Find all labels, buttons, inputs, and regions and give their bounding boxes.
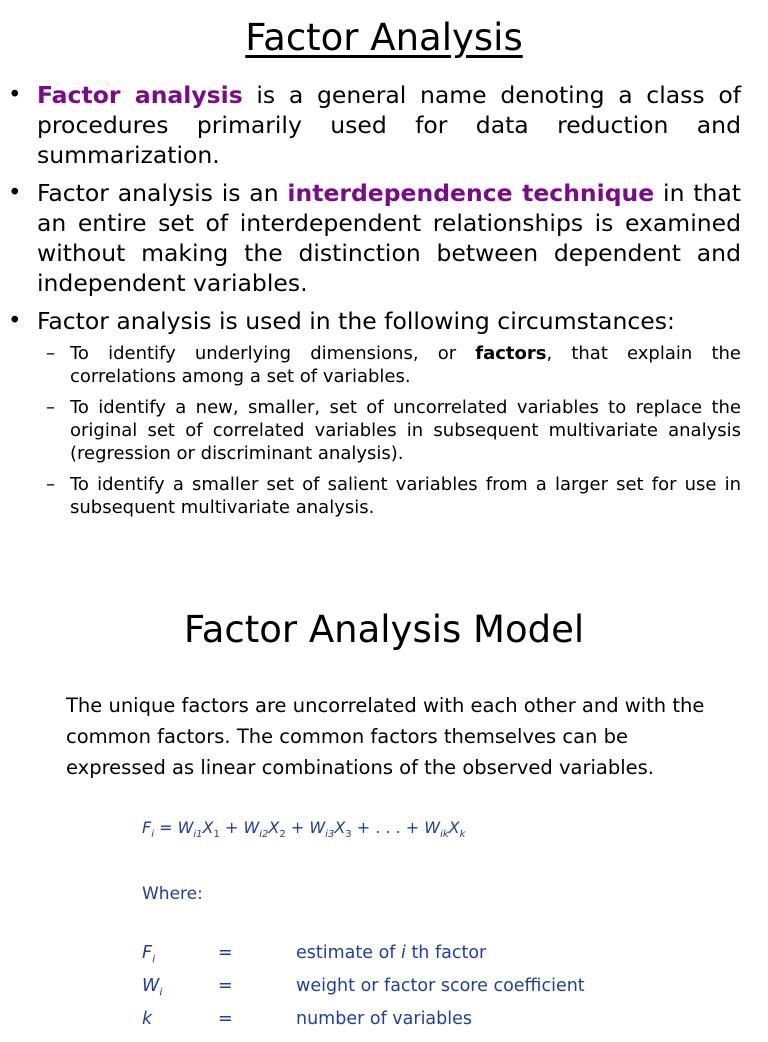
bullet-icon: • <box>8 308 22 334</box>
slide-title: Factor Analysis Model <box>183 608 585 651</box>
bullet-text: in that an entire set of interdependent relationships is examined without making the distinction between dependent and independent variables. <box>37 179 741 297</box>
eq-subscript: i3 <box>325 829 335 841</box>
intro-paragraph: The unique factors are uncorrelated with each other and with the common factors. The common factors themselves can be expressed as linear combinations of the observed variables. <box>66 694 705 779</box>
bullet-item <box>8 178 741 298</box>
definition-text: number of variables <box>296 1009 473 1029</box>
dash-icon: – <box>46 474 55 495</box>
eq-symbol: X <box>334 818 346 837</box>
dash-icon: – <box>46 343 55 364</box>
definition-symbol: k <box>142 1009 153 1029</box>
definition-equals: = <box>218 1009 233 1029</box>
eq-subscript: i2 <box>259 829 269 841</box>
sub-bullet-item <box>8 396 741 465</box>
bullet-text: is a general name denoting a class of procedures primarily used for data reduction and summarization. <box>37 81 741 169</box>
eq-symbol: W <box>243 818 260 837</box>
sub-bullet-text: , that explain the correlations among a set of variables. <box>70 343 741 387</box>
eq-symbol: W <box>424 818 441 837</box>
bullet-item <box>8 80 741 170</box>
highlight-term: Factor analysis <box>37 81 243 109</box>
eq-symbol: X <box>448 818 460 837</box>
eq-subscript: ik <box>440 829 449 841</box>
slide-factor-analysis-model <box>0 560 768 1029</box>
eq-subscript: 2 <box>279 829 286 841</box>
sub-bullet-text: To identify a new, smaller, set of uncorrelated variables to replace the original set of correlated variables in subsequent multivariate analysis (regression or discriminant analysis). <box>70 397 741 464</box>
eq-symbol: W <box>177 818 194 837</box>
where-label: Where: <box>142 884 203 904</box>
highlight-term: interdependence technique <box>287 179 655 207</box>
eq-operator: = <box>153 818 178 837</box>
bullet-text: Factor analysis is used in the following circumstances: <box>37 307 675 335</box>
eq-operator: + <box>285 818 310 837</box>
bullet-icon: • <box>8 82 22 108</box>
eq-subscript: 3 <box>345 829 352 841</box>
definition-text: estimate of i th factor <box>296 943 487 963</box>
sub-bullet-item <box>8 342 741 388</box>
eq-symbol: X <box>268 818 280 837</box>
factor-equation <box>142 818 465 840</box>
eq-subscript: 1 <box>213 829 220 841</box>
definition-text: weight or factor score coefficient <box>296 976 585 996</box>
definition-symbol: $W_i$ <box>142 976 163 999</box>
eq-symbol: F <box>142 818 152 837</box>
eq-symbol: W <box>309 818 326 837</box>
eq-operator: + . . . + <box>351 818 425 837</box>
eq-operator: + <box>219 818 244 837</box>
bullet-list <box>8 80 741 527</box>
definition-equals: = <box>218 943 233 963</box>
eq-subscript: k <box>459 829 466 841</box>
eq-symbol: X <box>202 818 214 837</box>
eq-subscript: i <box>151 829 154 841</box>
dash-icon: – <box>46 397 55 418</box>
definition-equals: = <box>218 976 233 996</box>
definition-symbol: $F_i$ <box>142 943 156 966</box>
eq-subscript: i1 <box>193 829 203 841</box>
sub-bullet-text: To identify a smaller set of salient variables from a larger set for use in subsequent multivariate analysis. <box>70 474 741 518</box>
sub-bullet-list <box>8 342 741 519</box>
sub-bullet-text: To identify underlying dimensions, or <box>70 343 476 364</box>
sub-bullet-item <box>8 473 741 519</box>
bullet-icon: • <box>8 180 22 206</box>
bullet-text: Factor analysis is an <box>37 179 288 207</box>
bullet-item <box>8 306 741 336</box>
slide-title: Factor Analysis <box>245 16 523 59</box>
bold-term: factors <box>475 343 547 364</box>
